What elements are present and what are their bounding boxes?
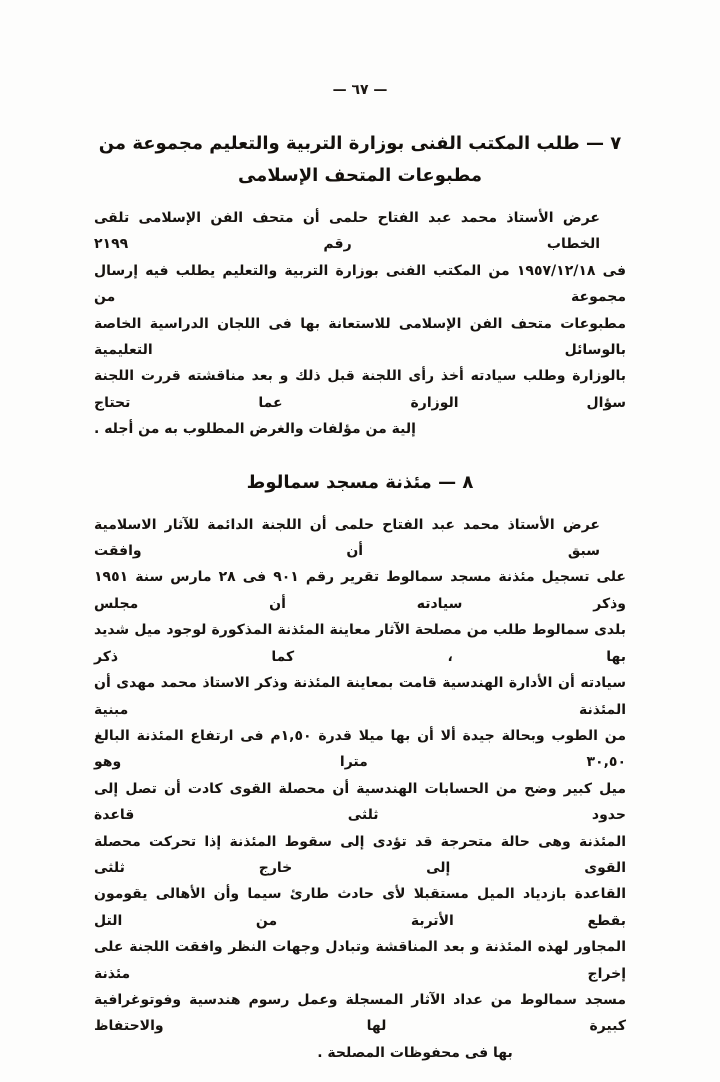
text-line: إلية من مؤلفات والغرض المطلوب به من أجله . <box>94 421 416 438</box>
text-line: من الطوب وبحالة جيدة ألا أن بها ميلا قدرة ١,٥٠م فى ارتفاع المئذنة البالغ ٣٠,٥٠ مترا وهو <box>94 727 627 771</box>
section-7-paragraph <box>94 205 626 443</box>
heading-line: ٧ — طلب المكتب الفنى بوزارة التربية والتعليم مجموعة من <box>98 133 622 154</box>
text-line: بالوزارة وطلب سيادته أخذ رأى اللجنة قبل ذلك و بعد مناقشته قررت اللجنة سؤال الوزارة عما تحتاج <box>94 368 626 411</box>
text-line: المجاور لهذه المئذنة و بعد المناقشة وتبادل وجهات النظر وافقت اللجنة على إخراج مئذنة <box>94 939 626 982</box>
text-line: مطبوعات متحف الفن الإسلامى للاستعانة بها فى اللجان الدراسية الخاصة بالوسائل التعليمية <box>94 315 626 359</box>
text-line: سيادته أن الأدارة الهندسية قامت بمعاينة المئذنة وذكر الاستاذ محمد مهدى أن المئذنة مبنية <box>94 675 626 718</box>
text-line: بها فى محفوظات المصلحة . <box>317 1044 513 1061</box>
text-line: القاعدة بازدياد الميل مستقبلا لأى حادث طارئ سيما وأن الأهالى يقومون بقطع الأتربة من التل <box>94 886 626 929</box>
text-line: المئذنة وهى حالة متحرجة قد تؤدى إلى سقوط المئذنة إذا تحركت محصلة القوى إلى خارج ثلثى <box>94 833 626 876</box>
page-content <box>94 128 626 1066</box>
text-line: بلدى سمالوط طلب من مصلحة الآثار معاينة المئذنة المذكورة لوجود ميل شديد بها ، كما ذكر <box>94 622 626 665</box>
heading-line: ٨ — مئذنة مسجد سمالوط <box>246 471 474 493</box>
text-line: فى ١٩٥٧/١٢/١٨ من المكتب الفنى بوزارة التربية والتعليم يطلب فيه إرسال مجموعة من <box>94 262 626 306</box>
text-line: مسجد سمالوط من عداد الآثار المسجلة وعمل رسوم هندسية وفوتوغرافية كبيرة لها والاحتفاظ <box>94 991 626 1035</box>
text-line: ميل كبير وضح من الحسابات الهندسية أن محصلة القوى كادت أن تصل إلى حدود ثلثى قاعدة <box>94 780 626 824</box>
text-line: عرض الأستاذ محمد عبد الفتاح حلمى أن اللجنة الدائمة للآثار الاسلامية سبق أن وافقت <box>94 516 600 560</box>
section-8-paragraph <box>94 512 626 1067</box>
page-number: — ٦٧ — <box>332 82 388 98</box>
heading-line: مطبوعات المتحف الإسلامى <box>237 165 483 186</box>
section-7-heading <box>94 128 626 192</box>
text-line: عرض الأستاذ محمد عبد الفتاح حلمى أن متحف الفن الإسلامى تلقى الخطاب رقم ٢١٩٩ <box>94 210 600 253</box>
text-line: على تسجيل مئذنة مسجد سمالوط تقرير رقم ٩٠١ فى ٢٨ مارس سنة ١٩٥١ وذكر سيادته أن مجلس <box>94 569 626 612</box>
section-8-heading <box>94 467 626 499</box>
